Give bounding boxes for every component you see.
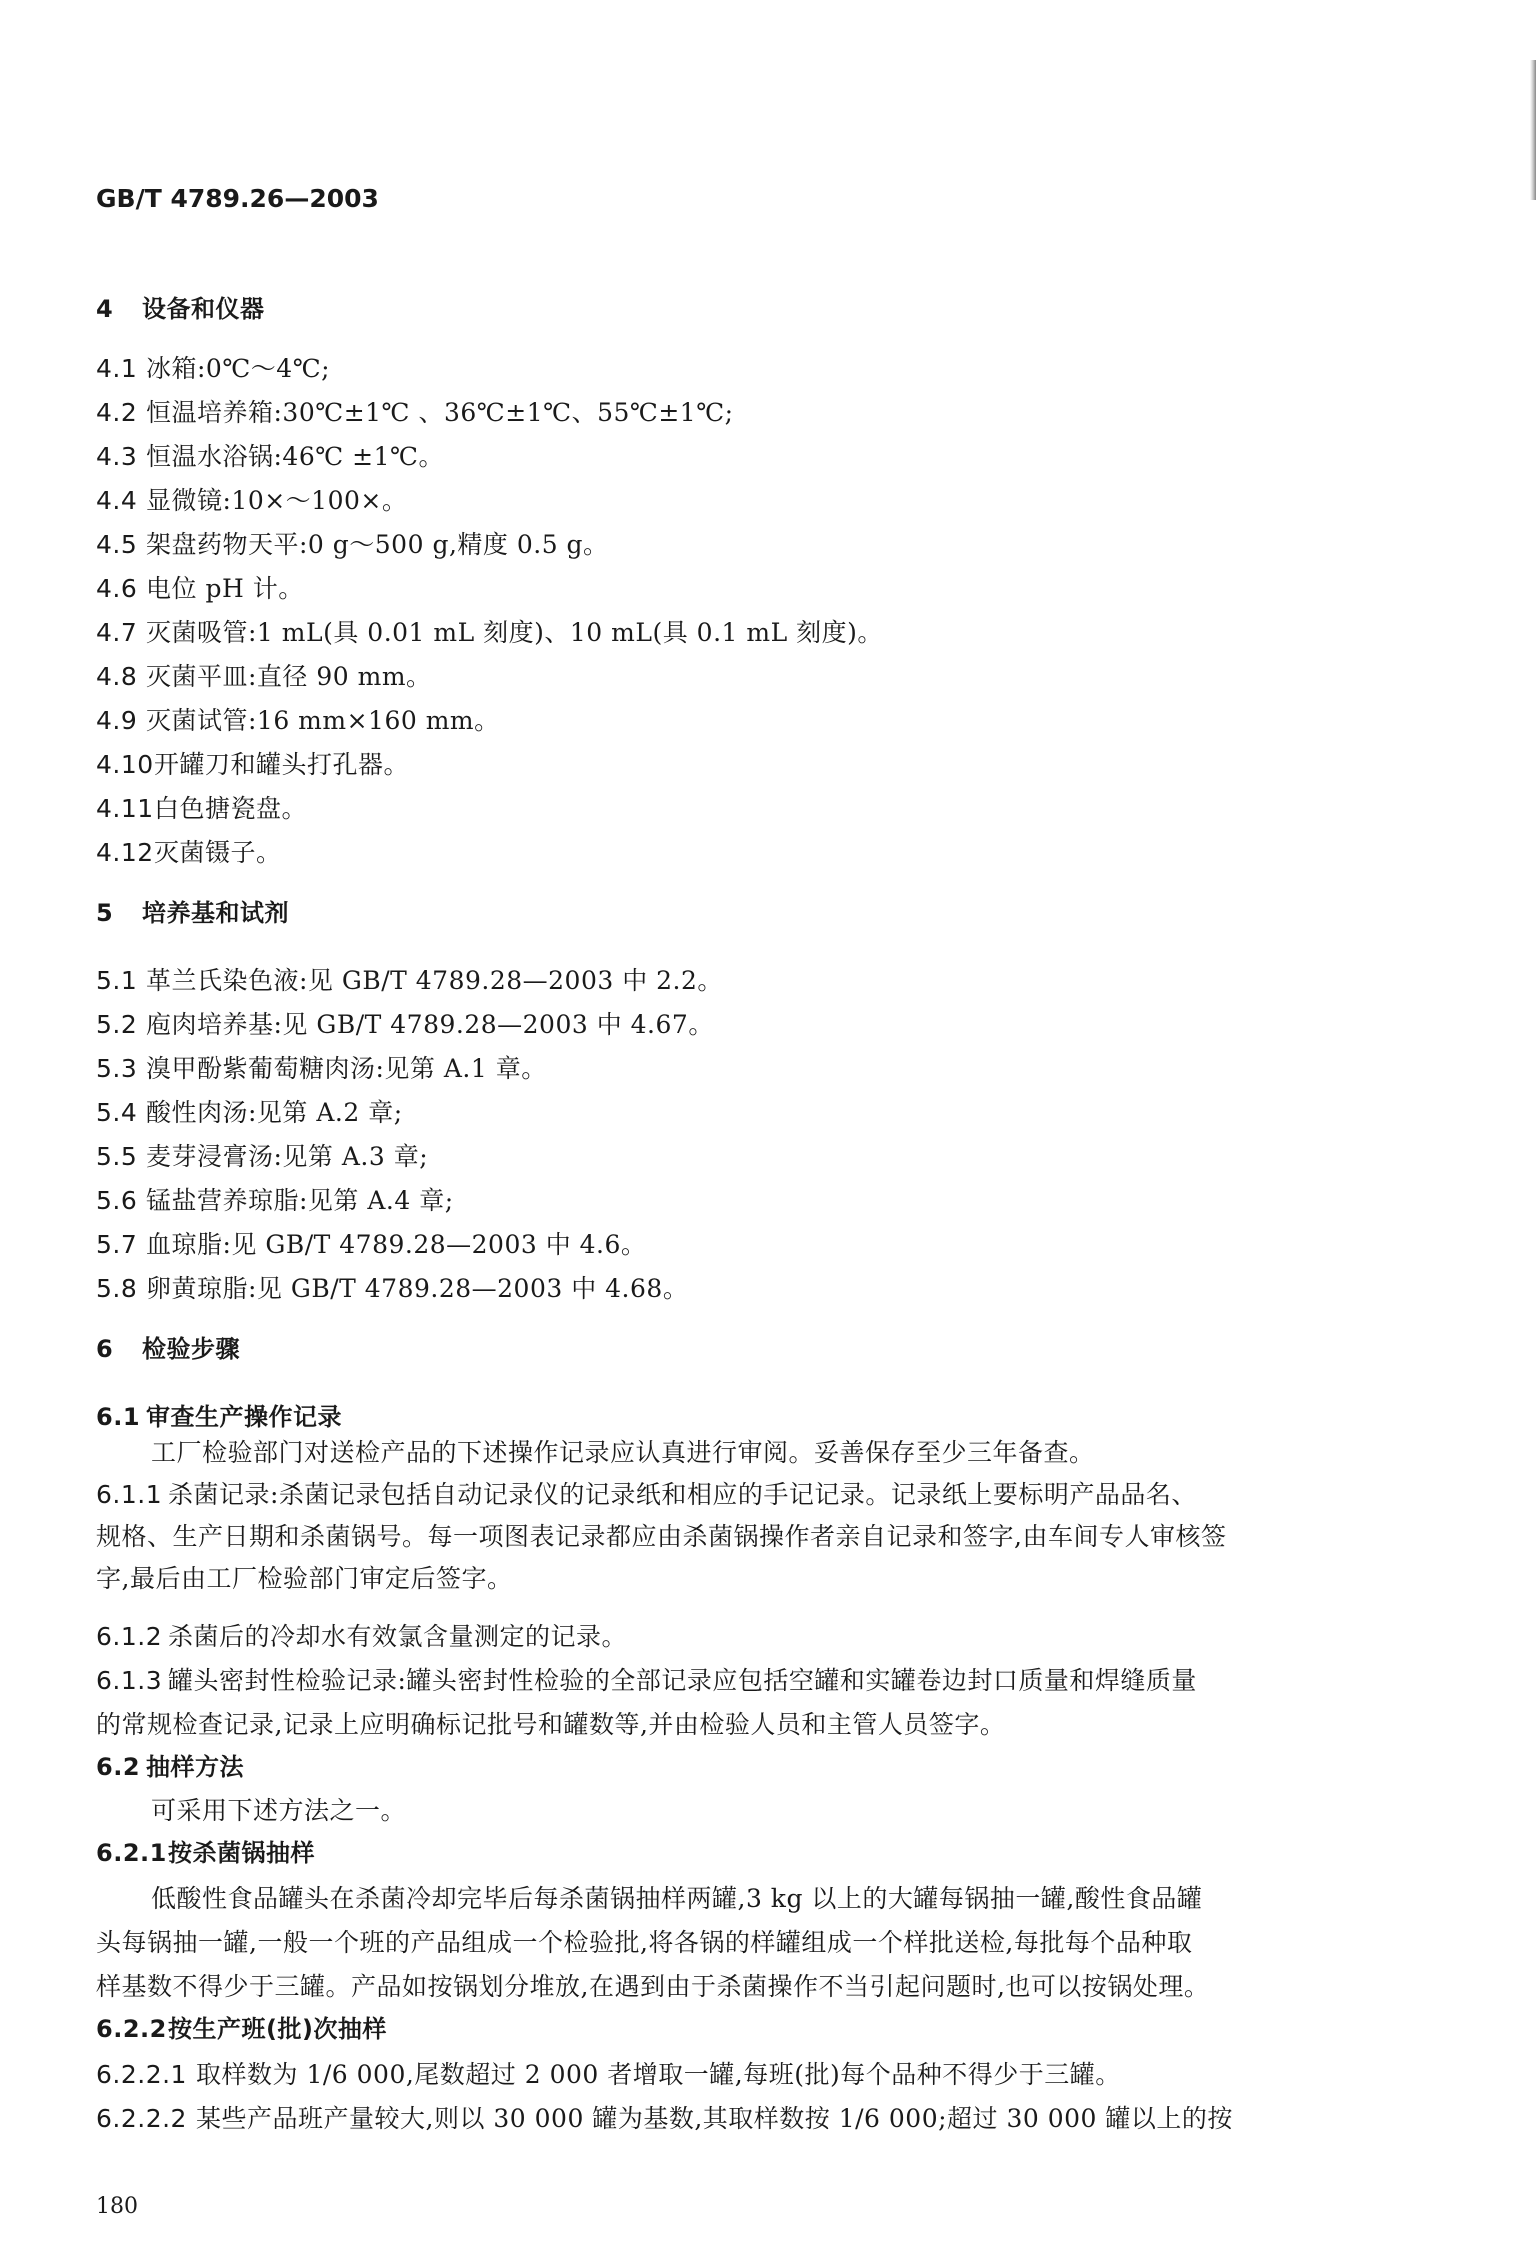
text-line bbox=[96, 896, 289, 930]
clause-text: 庖肉培养基:见 GB/T 4789.28—2003 中 4.67。 bbox=[146, 1010, 714, 1039]
clause-text: 杀菌记录:杀菌记录包括自动记录仪的记录纸和相应的手记记录。记录纸上要标明产品品名、 bbox=[168, 1480, 1197, 1509]
clause-number: 4.5 bbox=[96, 530, 138, 559]
clause-text: 的常规检查记录,记录上应明确标记批号和罐数等,并由检验人员和主管人员签字。 bbox=[96, 1710, 1006, 1739]
clause-text: 显微镜:10×～100×。 bbox=[146, 486, 408, 515]
clause-text: 恒温培养箱:30℃±1℃ 、36℃±1℃、55℃±1℃; bbox=[146, 398, 734, 427]
text-line bbox=[96, 1836, 315, 1870]
clause-text: 字,最后由工厂检验部门审定后签字。 bbox=[96, 1564, 513, 1593]
text-line bbox=[151, 1436, 1095, 1470]
text-line bbox=[96, 1140, 428, 1174]
text-line bbox=[96, 1478, 1197, 1512]
text-line bbox=[96, 1400, 342, 1434]
clause-text: 灭菌试管:16 mm×160 mm。 bbox=[146, 706, 500, 735]
clause-number: 4.7 bbox=[96, 618, 138, 647]
clause-number: 6.1 bbox=[96, 1403, 141, 1431]
clause-text: 规格、生产日期和杀菌锅号。每一项图表记录都应由杀菌锅操作者亲自记录和签字,由车间专人审核签 bbox=[96, 1522, 1227, 1551]
text-line bbox=[96, 1096, 403, 1130]
clause-number: 4.4 bbox=[96, 486, 138, 515]
text-line bbox=[96, 2102, 1233, 2136]
clause-number: 5 bbox=[96, 899, 114, 927]
text-line bbox=[151, 1882, 1202, 1916]
text-line bbox=[96, 352, 330, 386]
text-line bbox=[96, 484, 407, 518]
text-line bbox=[96, 396, 734, 430]
clause-text: 某些产品班产量较大,则以 30 000 罐为基数,其取样数按 1/6 000;超过 30 000 罐以上的按 bbox=[196, 2104, 1233, 2133]
clause-number: 6.2.2 bbox=[96, 2015, 167, 2043]
page-number: 180 bbox=[96, 2194, 138, 2219]
clause-number: 4.9 bbox=[96, 706, 138, 735]
text-line bbox=[96, 836, 282, 870]
text-line bbox=[96, 792, 307, 826]
clause-number: 6.1.1 bbox=[96, 1480, 163, 1509]
document-number: GB/T 4789.26—2003 bbox=[96, 184, 379, 213]
text-line bbox=[96, 1708, 1005, 1742]
text-line bbox=[96, 1750, 244, 1784]
text-line bbox=[96, 2012, 387, 2046]
clause-text: 灭菌镊子。 bbox=[154, 838, 282, 867]
clause-text: 血琼脂:见 GB/T 4789.28—2003 中 4.6。 bbox=[146, 1230, 647, 1259]
clause-number: 6.2.2.1 bbox=[96, 2060, 187, 2089]
clause-text: 灭菌吸管:1 mL(具 0.01 mL 刻度)、10 mL(具 0.1 mL 刻度)。 bbox=[146, 618, 883, 647]
clause-text: 白色搪瓷盘。 bbox=[154, 794, 308, 823]
text-line bbox=[96, 1520, 1226, 1554]
clause-number: 4.3 bbox=[96, 442, 138, 471]
clause-number: 6 bbox=[96, 1335, 114, 1363]
text-line bbox=[96, 616, 883, 650]
text-line bbox=[151, 1794, 406, 1828]
text-line bbox=[96, 292, 265, 326]
clause-number: 5.2 bbox=[96, 1010, 138, 1039]
clause-number: 4.8 bbox=[96, 662, 138, 691]
clause-text: 取样数为 1/6 000,尾数超过 2 000 者增取一罐,每班(批)每个品种不得少于三罐。 bbox=[196, 2060, 1121, 2089]
clause-text: 卵黄琼脂:见 GB/T 4789.28—2003 中 4.68。 bbox=[146, 1274, 689, 1303]
clause-text: 溴甲酚紫葡萄糖肉汤:见第 A.1 章。 bbox=[146, 1054, 547, 1083]
clause-text: 可采用下述方法之一。 bbox=[151, 1796, 407, 1825]
text-line bbox=[96, 1272, 688, 1306]
text-line bbox=[96, 1332, 240, 1366]
text-line bbox=[96, 572, 304, 606]
clause-text: 革兰氏染色液:见 GB/T 4789.28—2003 中 2.2。 bbox=[146, 966, 723, 995]
clause-number: 5.7 bbox=[96, 1230, 138, 1259]
clause-number: 6.1.2 bbox=[96, 1622, 163, 1651]
clause-number: 4 bbox=[96, 295, 114, 323]
clause-text: 设备和仪器 bbox=[142, 295, 265, 323]
clause-text: 开罐刀和罐头打孔器。 bbox=[154, 750, 410, 779]
clause-number: 5.6 bbox=[96, 1186, 138, 1215]
clause-text: 酸性肉汤:见第 A.2 章; bbox=[146, 1098, 403, 1127]
clause-number: 4.12 bbox=[96, 838, 154, 867]
clause-number: 6.2.1 bbox=[96, 1839, 167, 1867]
clause-text: 抽样方法 bbox=[146, 1753, 244, 1781]
clause-text: 杀菌后的冷却水有效氯含量测定的记录。 bbox=[168, 1622, 628, 1651]
clause-number: 5.4 bbox=[96, 1098, 138, 1127]
clause-number: 4.11 bbox=[96, 794, 154, 823]
clause-number: 4.6 bbox=[96, 574, 138, 603]
clause-text: 按杀菌锅抽样 bbox=[168, 1839, 315, 1867]
clause-number: 6.1.3 bbox=[96, 1666, 163, 1695]
clause-number: 5.3 bbox=[96, 1054, 138, 1083]
clause-text: 架盘药物天平:0 g～500 g,精度 0.5 g。 bbox=[146, 530, 609, 559]
text-line bbox=[96, 2058, 1121, 2092]
clause-text: 样基数不得少于三罐。产品如按锅划分堆放,在遇到由于杀菌操作不当引起问题时,也可以按锅处理。 bbox=[96, 1972, 1210, 2001]
clause-number: 6.2.2.2 bbox=[96, 2104, 187, 2133]
clause-text: 头每锅抽一罐,一般一个班的产品组成一个检验批,将各锅的样罐组成一个样批送检,每批每个品种取 bbox=[96, 1928, 1193, 1957]
clause-text: 冰箱:0℃～4℃; bbox=[146, 354, 331, 383]
clause-number: 4.10 bbox=[96, 750, 154, 779]
text-line bbox=[96, 1184, 454, 1218]
clause-text: 低酸性食品罐头在杀菌冷却完毕后每杀菌锅抽样两罐,3 kg 以上的大罐每锅抽一罐,酸性食品罐 bbox=[151, 1884, 1203, 1913]
clause-text: 检验步骤 bbox=[142, 1335, 240, 1363]
clause-number: 4.1 bbox=[96, 354, 138, 383]
text-line bbox=[96, 1008, 714, 1042]
text-line bbox=[96, 704, 500, 738]
text-line bbox=[96, 1664, 1197, 1698]
clause-text: 按生产班(批)次抽样 bbox=[168, 2015, 387, 2043]
clause-text: 锰盐营养琼脂:见第 A.4 章; bbox=[146, 1186, 454, 1215]
text-line bbox=[96, 440, 444, 474]
clause-number: 5.8 bbox=[96, 1274, 138, 1303]
clause-text: 罐头密封性检验记录:罐头密封性检验的全部记录应包括空罐和实罐卷边封口质量和焊缝质量 bbox=[168, 1666, 1197, 1695]
scan-edge-shadow bbox=[1530, 60, 1536, 200]
text-line bbox=[96, 748, 409, 782]
text-line bbox=[96, 528, 609, 562]
clause-number: 4.2 bbox=[96, 398, 138, 427]
clause-text: 恒温水浴锅:46℃ ±1℃。 bbox=[146, 442, 444, 471]
text-line bbox=[96, 1228, 646, 1262]
text-line bbox=[96, 1926, 1192, 1960]
text-line bbox=[96, 964, 723, 998]
clause-text: 麦芽浸膏汤:见第 A.3 章; bbox=[146, 1142, 429, 1171]
clause-text: 工厂检验部门对送检产品的下述操作记录应认真进行审阅。妥善保存至少三年备查。 bbox=[151, 1438, 1095, 1467]
clause-number: 6.2 bbox=[96, 1753, 141, 1781]
clause-text: 电位 pH 计。 bbox=[146, 574, 304, 603]
clause-number: 5.1 bbox=[96, 966, 138, 995]
text-line bbox=[96, 1970, 1209, 2004]
text-line bbox=[96, 660, 432, 694]
text-line bbox=[96, 1052, 547, 1086]
clause-text: 培养基和试剂 bbox=[142, 899, 289, 927]
clause-number: 5.5 bbox=[96, 1142, 138, 1171]
clause-text: 审查生产操作记录 bbox=[146, 1403, 342, 1431]
text-line bbox=[96, 1562, 512, 1596]
clause-text: 灭菌平皿:直径 90 mm。 bbox=[146, 662, 432, 691]
text-line bbox=[96, 1620, 627, 1654]
